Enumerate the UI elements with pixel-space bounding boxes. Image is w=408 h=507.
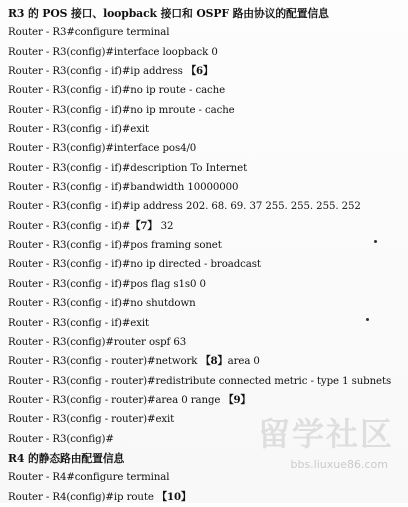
line-suffix: area 0 — [227, 356, 260, 368]
watermark-url: bbs.liuxue86.com — [290, 458, 388, 471]
config-line: Router - R3(config - if)#exit — [8, 317, 150, 329]
section-heading: R3 的 POS 接口、loopback 接口和 OSPF 路由协议的配置信息 — [8, 7, 329, 20]
section-heading: R4 的静态路由配置信息 — [8, 451, 125, 465]
config-line: Router - R3(config - if)#pos framing sonet — [8, 240, 222, 252]
answer-blank: 【9】 — [223, 393, 251, 406]
config-line-with-blank — [8, 217, 406, 236]
line-prefix: Router - R3(config - if)# — [8, 220, 131, 232]
line-prefix: Router - R3(config - if)#ip address — [8, 66, 186, 78]
config-line: Router - R3(config)#router ospf 63 — [8, 336, 187, 348]
config-line: Router - R3#configure terminal — [8, 27, 170, 39]
config-line: Router - R3(config - router)#redistribute connected metric - type 1 subnets — [8, 375, 392, 387]
config-line: Router - R3(config)#interface loopback 0 — [8, 46, 218, 58]
config-line: Router - R3(config - if)#description To Internet — [8, 162, 248, 174]
line-prefix: Router - R3(config - router)#area 0 range — [8, 394, 224, 406]
speck-dot — [366, 318, 369, 321]
config-text — [8, 4, 406, 507]
line-suffix: 32 — [157, 220, 174, 232]
config-line: Router - R3(config)#interface pos4/0 — [8, 143, 197, 155]
config-line: Router - R3(config - router)#exit — [8, 414, 175, 426]
answer-blank: 【6】 — [185, 65, 214, 78]
config-line-with-blank — [8, 488, 406, 507]
line-prefix: Router - R4(config)#ip route — [8, 491, 157, 503]
answer-blank: 【8】 — [200, 355, 228, 368]
line-prefix: Router - R3(config - router)#network — [8, 356, 201, 368]
answer-blank: 【7】 — [130, 219, 158, 232]
answer-blank: 【10】 — [156, 490, 192, 503]
config-line: Router - R3(config - if)#exit — [8, 124, 150, 136]
config-line-with-blank — [8, 391, 406, 410]
config-line: Router - R3(config - if)#ip address 202. 68. 69. 37 255. 255. 255. 252 — [8, 201, 361, 213]
config-line: Router - R3(config - if)#no ip mroute - cache — [8, 104, 235, 116]
config-line: Router - R4#configure terminal — [8, 472, 170, 484]
config-line: Router - R3(config - if)#no shutdown — [8, 298, 196, 310]
config-line: Router - R3(config)# — [8, 433, 114, 445]
config-line-with-blank — [8, 352, 406, 371]
config-line: Router - R3(config - if)#no ip route - cache — [8, 85, 226, 97]
config-line-with-blank — [8, 62, 406, 81]
config-line: Router - R3(config - if)#no ip directed - broadcast — [8, 259, 261, 271]
watermark-logo-text: 留学社区 — [257, 415, 394, 453]
config-line: Router - R3(config - if)#pos flag s1s0 0 — [8, 278, 206, 290]
config-line: Router - R3(config - if)#bandwidth 10000000 — [8, 182, 239, 194]
speck-dot — [374, 240, 377, 243]
